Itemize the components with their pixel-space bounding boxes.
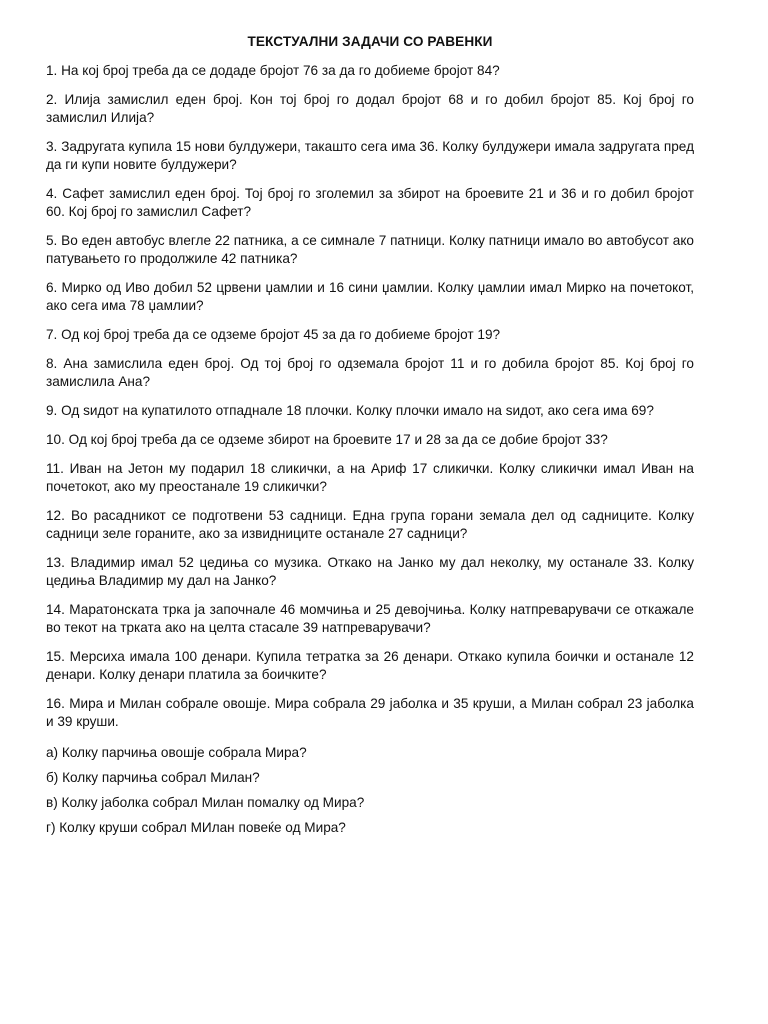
task-12: 12. Во расадникот се подготвени 53 садници. Една група горани земала дел од садниците. Колку садници зеле горанитe, ако за извидниците останале 27 садници? [46, 508, 694, 541]
task-4: 4. Сафет замислил еден број. Тој број го зголемил за збирот на броевите 21 и 36 и го добил бројот 60. Кој број го замислил Сафет? [46, 186, 694, 219]
task-8: 8. Ана замислила еден број. Од тој број го одземала бројот 11 и го добила бројот 85. Кој број го замислила Ана? [46, 356, 694, 389]
task-5: 5. Во еден автобус влегле 22 патника, а се симнале 7 патници. Колку патници имало во автобусот ако патувањето го продолжиле 42 патника? [46, 233, 694, 266]
task-15: 15. Мерсиха имала 100 денари. Купила тетратка за 26 денари. Откако купила боички и останале 12 денари. Колку денари платила за боичките? [46, 649, 694, 682]
task-16-subquestions [46, 744, 694, 837]
task-10: 10. Од кој број треба да се одземе збирот на броевите 17 и 28 за да се добие бројот 33? [46, 432, 608, 447]
task-2: 2. Илија замислил еден број. Кон тој број го додал бројот 68 и го добил бројот 85. Кој број го замислил Илија? [46, 92, 694, 125]
task-1: 1. На кој број треба да се додаде бројот 76 за да го добиеме бројот 84? [46, 63, 500, 78]
task-14: 14. Маратонската трка ја започнале 46 момчиња и 25 девојчиња. Колку натпреварувачи се откажале во текот на трката ако на целта стасале 39 натпреварувачи? [46, 602, 694, 635]
task-3: 3. Задругата купила 15 нови булдужери, такашто сега има 36. Колку булдужери имала задругата пред да ги купи новите булдужери? [46, 139, 694, 172]
task-16: 16. Мира и Милан собрале овошје. Мира собрала 29 јаболка и 35 круши, а Милан собрал 23 јаболка и 39 круши. [46, 696, 694, 729]
subquestion-v: в) Колку јаболка собрал Милан помалку од Мира? [46, 795, 365, 810]
task-11: 11. Иван на Јетон му подарил 18 сликички, а на Ариф 17 сликички. Колку сликички имал Иван на почетокот, ако му преостанале 19 сликички? [46, 461, 694, 494]
task-6: 6. Мирко од Иво добил 52 црвени џамлии и 16 сини џамлии. Колку џамлии имал Мирко на почетокот, ако сега има 78 џамлии? [46, 280, 694, 313]
subquestion-g: г) Колку круши собрал МИлан повеќе од Мира? [46, 820, 346, 835]
page-title: ТЕКСТУАЛНИ ЗАДАЧИ СО РАВЕНКИ [247, 34, 493, 49]
subquestion-b: б) Колку парчиња собрал Милан? [46, 770, 260, 785]
subquestion-a: а) Колку парчиња овошје собрала Мира? [46, 745, 307, 760]
task-13: 13. Владимир имал 52 цедиња со музика. Откако на Јанко му дал неколку, му останале 33. Колку цедиња Владимир му дал на Јанко? [46, 555, 694, 588]
task-9: 9. Од ѕидот на купатилото отпаднале 18 плочки. Колку плочки имало на ѕидот, ако сега има 69? [46, 403, 654, 418]
task-7: 7. Од кој број треба да се одземе бројот 45 за да го добиеме бројот 19? [46, 327, 501, 342]
